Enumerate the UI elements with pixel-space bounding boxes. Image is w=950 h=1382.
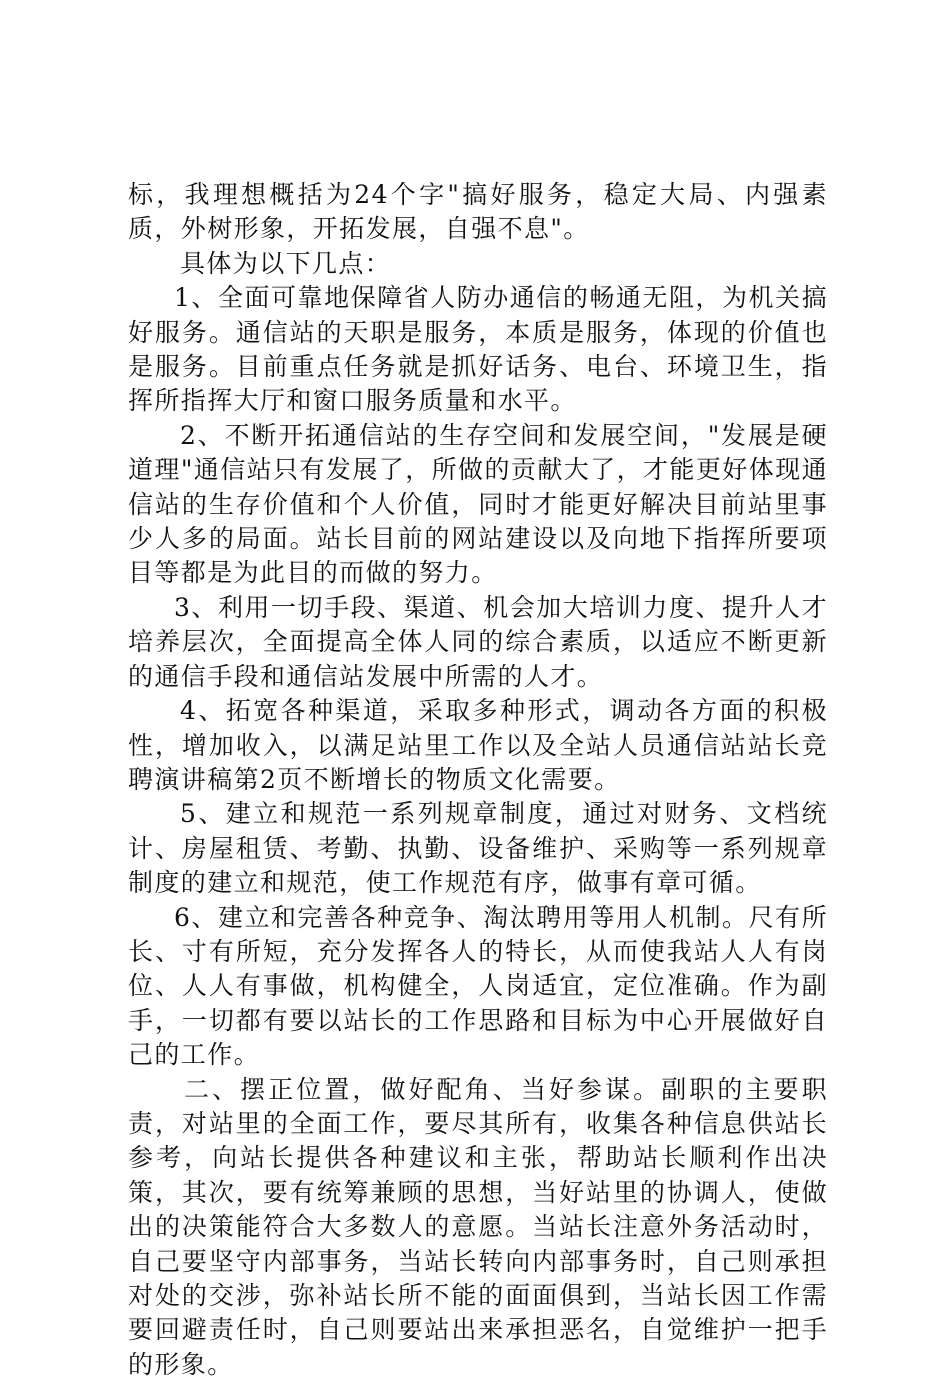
document-body bbox=[128, 178, 828, 1382]
paragraph-section-2: 二、摆正位置，做好配角、当好参谋。副职的主要职责，对站里的全面工作，要尽其所有，收集各种信息供站长参考，向站长提供各种建议和主张，帮助站长顺利作出决策，其次，要有统筹兼顾的思想，当好站里的协调人，使做出的决策能符合大多数人的意愿。当站长注意外务活动时，自己要坚守内部事务，当站长转向内部事务时，自己则承担对处的交涉，弥补站长所不能的面面俱到，当站长因工作需要回避责任时，自己则要站出来承担恶名，自觉维护一把手的形象。 bbox=[128, 1074, 828, 1379]
paragraph-continuation: 标，我理想概括为24个字"搞好服务，稳定大局、内强素质，外树形象，开拓发展，自强不息"。 bbox=[128, 180, 828, 244]
paragraph-item-5: 5、建立和规范一系列规章制度，通过对财务、文档统计、房屋租赁、考勤、执勤、设备维护、采购等一系列规章制度的建立和规范，使工作规范有序，做事有章可循。 bbox=[128, 799, 828, 898]
paragraph-item-3: 3、利用一切手段、渠道、机会加大培训力度、提升人才培养层次，全面提高全体人同的综合素质，以适应不断更新的通信手段和通信站发展中所需的人才。 bbox=[128, 592, 828, 691]
paragraph-item-1: 1、全面可靠地保障省人防办通信的畅通无阻，为机关搞好服务。通信站的天职是服务，本质是服务，体现的价值也是服务。目前重点任务就是抓好话务、电台、环境卫生，指挥所指挥大厅和窗口服务质量和水平。 bbox=[128, 283, 828, 416]
paragraph-item-6: 6、建立和完善各种竞争、淘汰聘用等用人机制。尺有所长、寸有所短，充分发挥各人的特长，从而使我站人人有岗位、人人有事做，机构健全，人岗适宜，定位准确。作为副手，一切都有要以站长的工作思路和目标为中心开展做好自己的工作。 bbox=[128, 902, 828, 1070]
paragraph-item-4: 4、拓宽各种渠道，采取多种形式，调动各方面的积极性，增加收入，以满足站里工作以及全站人员通信站站长竞聘演讲稿第2页不断增长的物质文化需要。 bbox=[128, 696, 828, 794]
paragraph-item-2: 2、不断开拓通信站的生存空间和发展空间，"发展是硬道理"通信站只有发展了，所做的贡献大了，才能更好体现通信站的生存价值和个人价值，同时才能更好解决目前站里事少人多的局面。站长目前的网站建设以及向地下指挥所要项目等都是为此目的而做的努力。 bbox=[128, 420, 828, 588]
paragraph-intro: 具体为以下几点： bbox=[180, 248, 392, 278]
